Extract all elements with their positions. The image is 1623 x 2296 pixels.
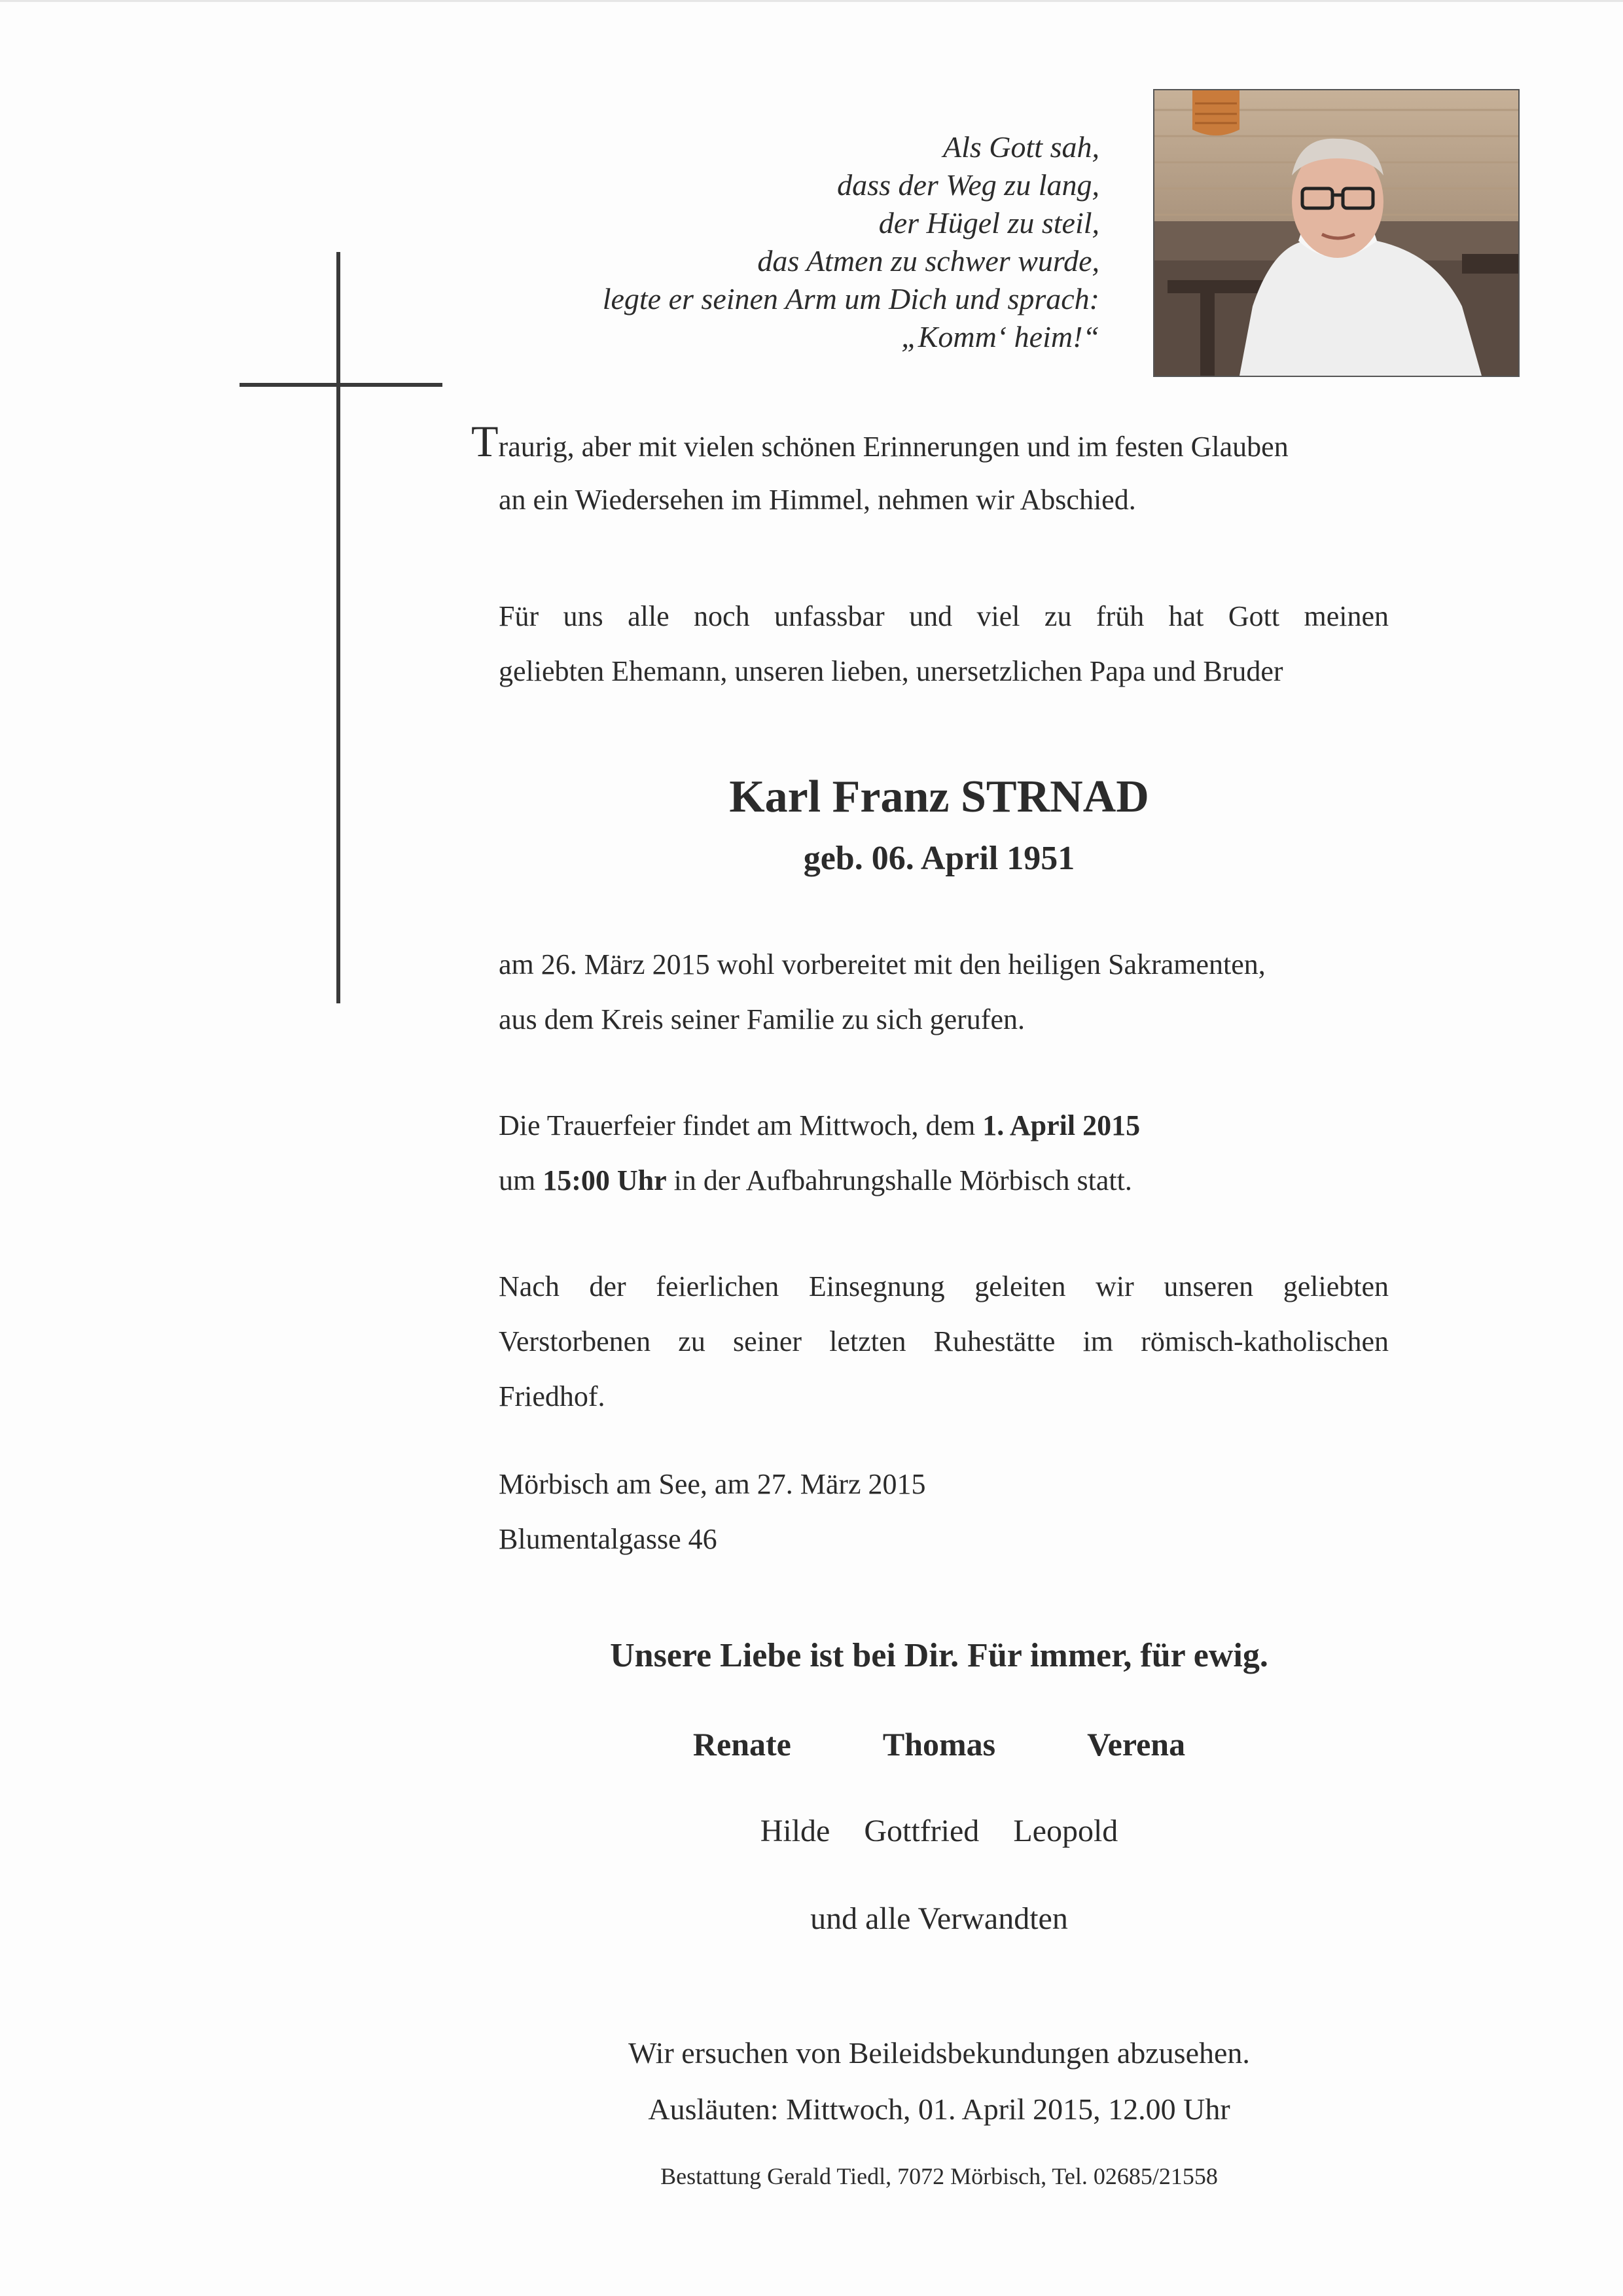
ceremony-paragraph bbox=[499, 1098, 1389, 1208]
mourner-name: Verena bbox=[1087, 1726, 1186, 1763]
ceremony-line-1 bbox=[499, 1098, 1389, 1153]
poem-line: der Hügel zu steil, bbox=[878, 206, 1099, 240]
portrait-photo bbox=[1153, 89, 1520, 377]
paragraph-line: Friedhof. bbox=[499, 1380, 605, 1412]
ceremony-text: Die Trauerfeier findet am Mittwoch, dem bbox=[499, 1109, 983, 1141]
announcement-paragraph bbox=[499, 589, 1389, 699]
intro-line-2: an ein Wiedersehen im Himmel, nehmen wir Abschied. bbox=[499, 484, 1136, 516]
cross-vertical-bar bbox=[336, 252, 340, 1003]
scan-top-edge bbox=[0, 0, 1623, 2]
condolence-note: Wir ersuchen von Beileidsbekundungen abzusehen. bbox=[628, 2036, 1250, 2070]
intro-line-1 bbox=[471, 416, 1289, 466]
dropcap-letter: T bbox=[471, 416, 499, 466]
poem-line: legte er seinen Arm um Dich und sprach: bbox=[602, 282, 1099, 315]
paragraph-line: am 26. März 2015 wohl vorbereitet mit den heiligen Sakramenten, bbox=[499, 948, 1266, 980]
children-names bbox=[0, 1725, 1623, 1763]
ceremony-date: 1. April 2015 bbox=[982, 1109, 1141, 1141]
mourner-name: Thomas bbox=[882, 1726, 996, 1763]
ceremony-time: 15:00 Uhr bbox=[543, 1164, 667, 1196]
bell-ringing-note: Ausläuten: Mittwoch, 01. April 2015, 12.00 Uhr bbox=[648, 2092, 1230, 2126]
ceremony-text: um bbox=[499, 1164, 543, 1196]
relatives-line: und alle Verwandten bbox=[810, 1901, 1068, 1936]
address-line: Blumentalgasse 46 bbox=[499, 1523, 717, 1555]
mourner-name: Hilde bbox=[760, 1814, 830, 1848]
poem-line: „Komm‘ heim!“ bbox=[901, 320, 1099, 353]
burial-paragraph bbox=[499, 1259, 1389, 1424]
paragraph-line: Für uns alle noch unfassbar und viel zu früh hat Gott meinen bbox=[499, 600, 1389, 632]
intro-line-1-text: raurig, aber mit vielen schönen Erinnerungen und im festen Glauben bbox=[498, 431, 1289, 463]
deceased-name: Karl Franz STRNAD bbox=[729, 772, 1149, 822]
mourner-name: Leopold bbox=[1013, 1814, 1118, 1848]
ceremony-text: in der Aufbahrungshalle Mörbisch statt. bbox=[666, 1164, 1132, 1196]
place-line: Mörbisch am See, am 27. März 2015 bbox=[499, 1468, 926, 1500]
place-and-date bbox=[499, 1457, 1389, 1567]
paragraph-line: Nach der feierlichen Einsegnung geleiten wir unseren geliebten bbox=[499, 1270, 1389, 1302]
paragraph-line: geliebten Ehemann, unseren lieben, unersetzlichen Papa und Bruder bbox=[499, 655, 1283, 687]
poem bbox=[458, 128, 1099, 356]
poem-line: Als Gott sah, bbox=[943, 130, 1099, 164]
poem-line: dass der Weg zu lang, bbox=[837, 168, 1099, 202]
birth-date: geb. 06. April 1951 bbox=[803, 840, 1075, 877]
motto: Unsere Liebe ist bei Dir. Für immer, für ewig. bbox=[610, 1637, 1268, 1674]
mourner-name: Gottfried bbox=[864, 1814, 980, 1848]
paragraph-line: Verstorbenen zu seiner letzten Ruhestätte im römisch-katholischen bbox=[499, 1325, 1389, 1357]
ceremony-line-2 bbox=[499, 1153, 1389, 1208]
sibling-names bbox=[0, 1813, 1623, 1849]
death-paragraph bbox=[499, 937, 1389, 1047]
paragraph-line: aus dem Kreis seiner Familie zu sich gerufen. bbox=[499, 1003, 1025, 1035]
undertaker-info: Bestattung Gerald Tiedl, 7072 Mörbisch, Tel. 02685/21558 bbox=[660, 2163, 1218, 2189]
poem-line: das Atmen zu schwer wurde, bbox=[757, 244, 1099, 278]
mourner-name: Renate bbox=[692, 1726, 791, 1763]
cross-horizontal-bar bbox=[240, 383, 442, 387]
